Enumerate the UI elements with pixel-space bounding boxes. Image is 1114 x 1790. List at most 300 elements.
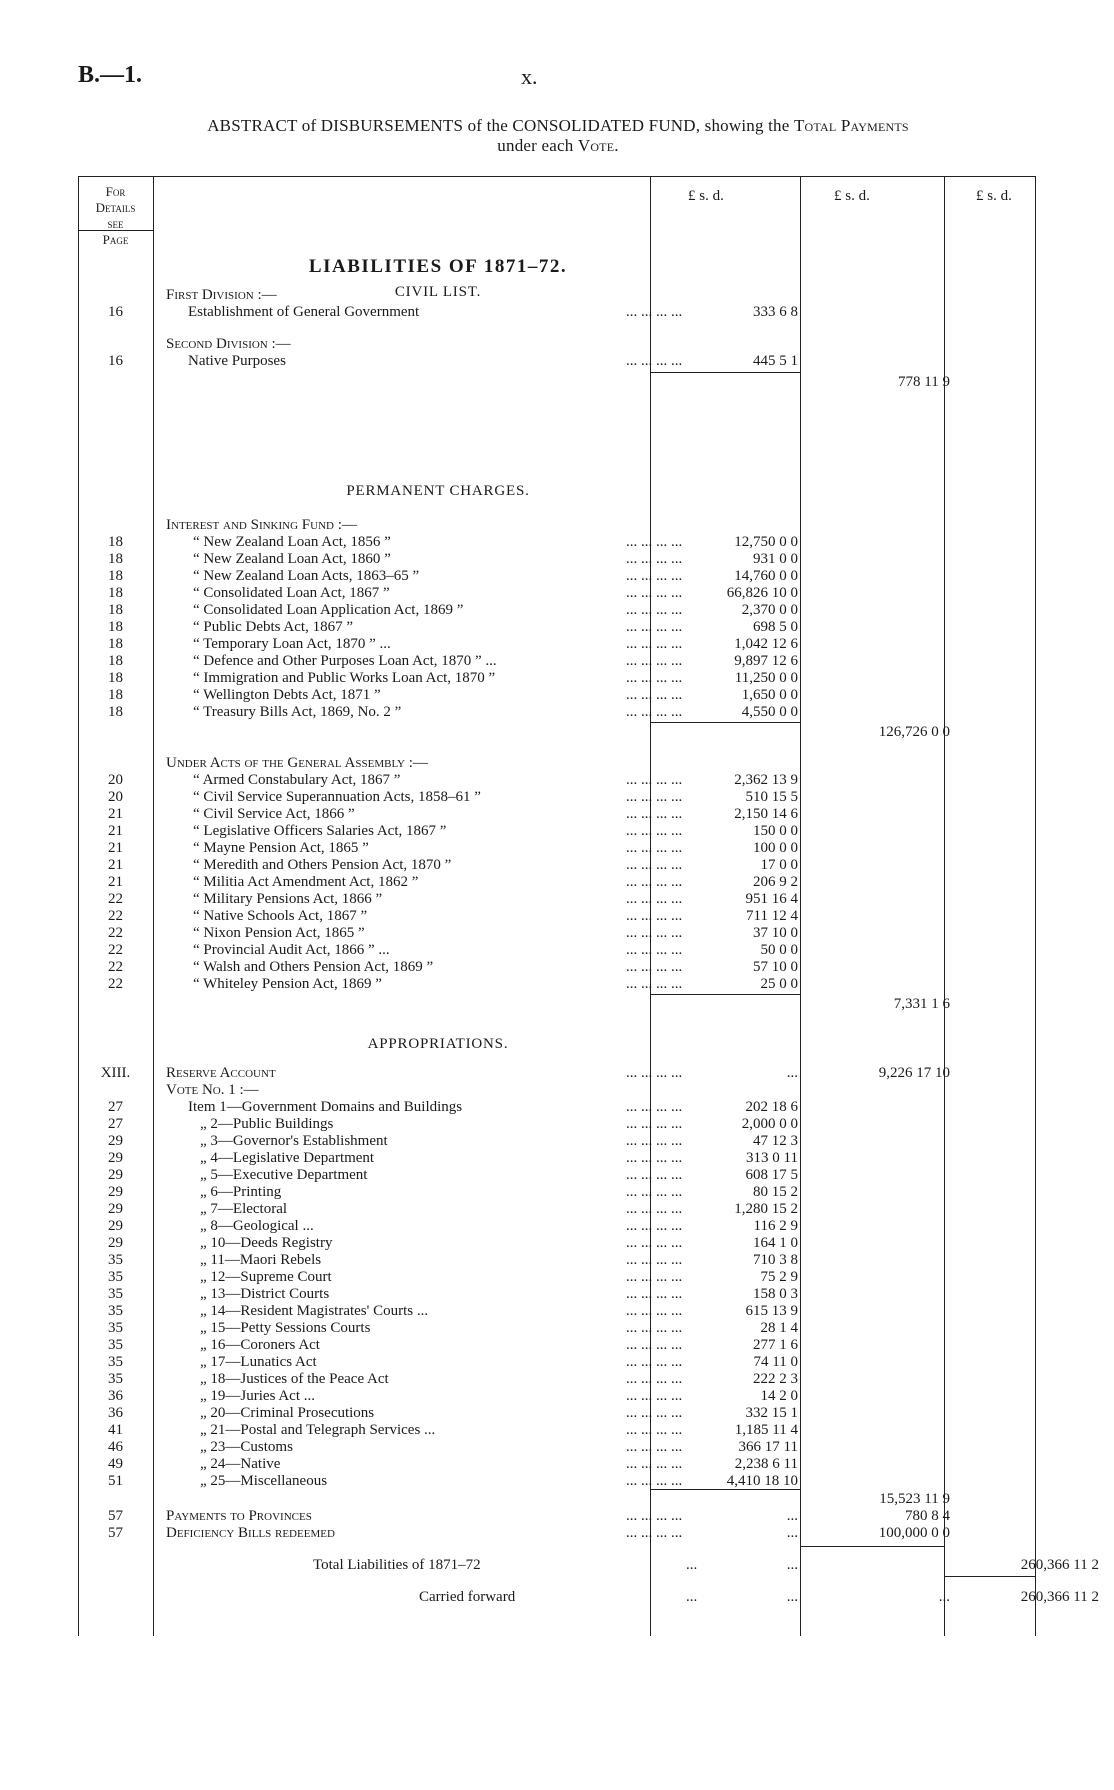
amount-col-1: 47 12 3 (753, 1133, 798, 1149)
leader-dots: ... ... ... ... (626, 568, 683, 584)
row-label: Establishment of General Government (188, 304, 420, 320)
page-ref: 35 (108, 1337, 123, 1353)
table-row (78, 959, 1036, 976)
amount-col-1: ... (786, 1065, 798, 1081)
amount-col-1: 445 5 1 (753, 353, 798, 369)
amount-col-1: 206 9 2 (753, 874, 798, 890)
row-label: „ 10—Deeds Registry (200, 1235, 333, 1251)
carried-col-2: ... (938, 1589, 950, 1605)
amount-col-1: 711 12 4 (746, 908, 798, 924)
leader-dots: ... ... ... ... (626, 1269, 683, 1285)
leader-dots: ... ... ... ... (626, 1456, 683, 1472)
row-label: “ Nixon Pension Act, 1865 ” (193, 925, 365, 941)
leader-dots: ... ... ... ... (626, 653, 683, 669)
table-row (78, 1099, 1036, 1116)
carried-row (78, 1589, 1099, 1606)
table-row (78, 568, 1036, 585)
table-row (78, 1303, 1036, 1320)
table-row (78, 1133, 1036, 1150)
table-row (78, 353, 1036, 370)
leader-dots: ... ... ... ... (626, 806, 683, 822)
amount-col-1: ... (786, 1525, 798, 1541)
row-label: „ 5—Executive Department (200, 1167, 368, 1183)
amount-col-1: 2,150 14 6 (734, 806, 798, 822)
amount-col-1: 1,280 15 2 (734, 1201, 798, 1217)
acts-total: 7,331 1 6 (893, 996, 950, 1012)
leader-dots: ... ... ... ... (626, 1405, 683, 1421)
leader-dots: ... ... ... ... (626, 1303, 683, 1319)
amount-col-1: 277 1 6 (753, 1337, 798, 1353)
table-row (78, 687, 1036, 704)
page-ref: 18 (108, 636, 123, 652)
amount-col-1: 158 0 3 (753, 1286, 798, 1302)
table-row (78, 1065, 1036, 1082)
row-label: „ 4—Legislative Department (200, 1150, 375, 1166)
leader-dots: ... ... ... ... (626, 1167, 683, 1183)
row-label: „ 19—Juries Act ... (200, 1388, 315, 1404)
page-ref: 35 (108, 1371, 123, 1387)
table-row (78, 1371, 1036, 1388)
for-details-line: see (107, 216, 124, 231)
page-ref: 35 (108, 1303, 123, 1319)
table-row (78, 891, 1036, 908)
amount-col-1: 74 11 0 (753, 1354, 798, 1370)
page-ref: 35 (108, 1354, 123, 1370)
row-label: “ Consolidated Loan Application Act, 1869 ” (193, 602, 464, 618)
table-row (78, 925, 1036, 942)
amount-col-1: 698 5 0 (753, 619, 798, 635)
table-row (78, 1252, 1036, 1269)
table-row (78, 1082, 1036, 1099)
amount-col-1: 37 10 0 (753, 925, 798, 941)
row-label: „ 8—Geological ... (200, 1218, 314, 1234)
amount-col-1: 710 3 8 (753, 1252, 798, 1268)
leader-dots: ... (686, 1589, 698, 1605)
rule-line (650, 372, 800, 373)
page-number: x. (521, 64, 538, 89)
table-row (78, 1286, 1036, 1303)
row-heading: Vote No. 1 :— (166, 1082, 259, 1098)
row-label: Deficiency Bills redeemed (166, 1525, 335, 1541)
title-total-payments: Total Payments (793, 116, 909, 135)
page-ref: 29 (108, 1167, 123, 1183)
page-ref: 21 (108, 806, 123, 822)
amount-col-1: 615 13 9 (745, 1303, 798, 1319)
table-row (78, 670, 1036, 687)
row-label: “ Armed Constabulary Act, 1867 ” (193, 772, 401, 788)
amount-col-1: 931 0 0 (753, 551, 798, 567)
page-ref: 22 (108, 908, 123, 924)
row-label: “ Whiteley Pension Act, 1869 ” (193, 976, 382, 992)
page-ref: 57 (108, 1508, 123, 1524)
row-label: “ Consolidated Loan Act, 1867 ” (193, 585, 390, 601)
leader-dots: ... ... ... ... (626, 874, 683, 890)
table-row (78, 336, 1036, 353)
column-3-header: £ s. d. (976, 188, 1012, 204)
leader-dots: ... ... ... ... (626, 585, 683, 601)
row-label: Native Purposes (188, 353, 286, 369)
amount-col-1: 202 18 6 (745, 1099, 798, 1115)
amount-col-1: 100 0 0 (753, 840, 798, 856)
table-row (78, 1491, 1036, 1508)
row-label: “ New Zealand Loan Acts, 1863–65 ” (193, 568, 420, 584)
table-row (78, 1473, 1036, 1490)
leader-dots: ... ... ... ... (626, 1218, 683, 1234)
leader-dots: ... ... ... ... (626, 1150, 683, 1166)
row-label: Payments to Provinces (166, 1508, 312, 1524)
amount-col-1: 9,897 12 6 (734, 653, 798, 669)
table-row (78, 1201, 1036, 1218)
appropriations-heading: APPROPRIATIONS. (367, 1036, 509, 1052)
page-ref: 36 (108, 1388, 123, 1404)
page-ref: 22 (108, 891, 123, 907)
for-details-line: Details (95, 200, 136, 215)
page-ref: 35 (108, 1269, 123, 1285)
carried-col-3: 260,366 11 2 (1020, 1589, 1099, 1605)
row-label: „ 6—Printing (200, 1184, 282, 1200)
leader-dots: ... ... ... ... (626, 704, 683, 720)
table-row (78, 1456, 1036, 1473)
leader-dots: ... ... ... ... (626, 1388, 683, 1404)
row-label: „ 12—Supreme Court (200, 1269, 332, 1285)
page-ref: 16 (108, 353, 123, 369)
amount-col-1: 951 16 4 (745, 891, 798, 907)
table-row (78, 704, 1036, 721)
table-row (78, 823, 1036, 840)
leader-dots: ... ... ... ... (626, 840, 683, 856)
column-1-header: £ s. d. (688, 188, 724, 204)
row-heading: First Division :— (166, 287, 277, 303)
page-ref: 36 (108, 1405, 123, 1421)
leader-dots: ... ... ... ... (626, 1354, 683, 1370)
column-2-header: £ s. d. (834, 188, 870, 204)
table-row (78, 1525, 1036, 1542)
amount-col-1: 25 0 0 (760, 976, 798, 992)
total-col-3: 260,366 11 2 (1020, 1557, 1099, 1573)
table-row (78, 874, 1036, 891)
table-row (78, 1388, 1036, 1405)
page-ref: 18 (108, 568, 123, 584)
amount-col-1: 1,650 0 0 (741, 687, 798, 703)
total-label: Total Liabilities of 1871–72 (313, 1557, 481, 1573)
row-heading: Interest and Sinking Fund :— (166, 517, 357, 533)
page-ref: 18 (108, 602, 123, 618)
page-ref: 51 (108, 1473, 123, 1489)
amount-col-1: 2,238 6 11 (734, 1456, 798, 1472)
table-row (78, 1405, 1036, 1422)
leader-dots: ... ... ... ... (626, 789, 683, 805)
page-ref: 35 (108, 1286, 123, 1302)
table-row (78, 1218, 1036, 1235)
page-ref: 22 (108, 959, 123, 975)
table-row (78, 1269, 1036, 1286)
table-row (78, 755, 1036, 772)
leader-dots: ... ... ... ... (626, 602, 683, 618)
page-ref: 20 (108, 772, 123, 788)
carried-col-1: ... (786, 1589, 798, 1605)
leader-dots: ... ... ... ... (626, 1235, 683, 1251)
document-title (78, 116, 1038, 156)
table-row (78, 772, 1036, 789)
page-ref: 18 (108, 687, 123, 703)
table-row (78, 724, 1036, 741)
for-details-header (78, 184, 153, 248)
amount-col-2: 780 8 4 (905, 1508, 950, 1524)
amount-col-1: 2,370 0 0 (741, 602, 798, 618)
page-ref: 29 (108, 1150, 123, 1166)
row-label: „ 3—Governor's Establishment (200, 1133, 388, 1149)
leader-dots: ... ... ... ... (626, 1473, 683, 1489)
disbursements-table (78, 176, 1099, 1636)
leader-dots: ... ... ... ... (626, 687, 683, 703)
rule-line (800, 1546, 944, 1547)
amount-col-1: 366 17 11 (738, 1439, 798, 1455)
page-ref: 27 (108, 1116, 123, 1132)
leader-dots: ... ... ... ... (626, 1422, 683, 1438)
row-label: “ Provincial Audit Act, 1866 ” ... (193, 942, 390, 958)
table-row (78, 304, 1036, 321)
page-ref: 21 (108, 840, 123, 856)
table-row (78, 1337, 1036, 1354)
leader-dots: ... ... ... ... (626, 353, 683, 369)
table-row (78, 996, 1036, 1013)
page-ref: 16 (108, 304, 123, 320)
leader-dots: ... ... ... ... (626, 1184, 683, 1200)
leader-dots: ... ... ... ... (626, 1320, 683, 1336)
leader-dots: ... ... ... ... (626, 1099, 683, 1115)
page-ref: 22 (108, 976, 123, 992)
page-ref: 27 (108, 1099, 123, 1115)
page-ref: 35 (108, 1320, 123, 1336)
page-ref: 18 (108, 585, 123, 601)
for-details-line: For (105, 184, 126, 199)
row-label: „ 16—Coroners Act (200, 1337, 320, 1353)
row-label: “ Civil Service Act, 1866 ” (193, 806, 355, 822)
page-ref: 18 (108, 653, 123, 669)
amount-col-1: 80 15 2 (753, 1184, 798, 1200)
page-ref: 29 (108, 1133, 123, 1149)
permanent-charges-heading: PERMANENT CHARGES. (346, 483, 530, 499)
table-row (78, 374, 1036, 391)
row-label: “ Defence and Other Purposes Loan Act, 1870 ” ... (193, 653, 497, 669)
table-row (78, 653, 1036, 670)
row-label: “ New Zealand Loan Act, 1860 ” (193, 551, 391, 567)
page-ref: 41 (108, 1422, 123, 1438)
page-ref: 21 (108, 857, 123, 873)
carried-label: Carried forward (419, 1589, 516, 1605)
row-label: “ Mayne Pension Act, 1865 ” (193, 840, 369, 856)
leader-dots: ... ... ... ... (626, 823, 683, 839)
page-ref: 18 (108, 619, 123, 635)
table-row (78, 1167, 1036, 1184)
page-ref: 21 (108, 874, 123, 890)
leader-dots: ... ... ... ... (626, 551, 683, 567)
row-label: „ 2—Public Buildings (200, 1116, 334, 1132)
page-ref: 29 (108, 1218, 123, 1234)
amount-col-1: 75 2 9 (760, 1269, 798, 1285)
row-label: “ New Zealand Loan Act, 1856 ” (193, 534, 391, 550)
amount-col-2: 100,000 0 0 (878, 1525, 950, 1541)
amount-col-1: 313 0 11 (746, 1150, 798, 1166)
page-ref: 20 (108, 789, 123, 805)
table-row (78, 1116, 1036, 1133)
page-ref: 29 (108, 1235, 123, 1251)
row-label: “ Public Debts Act, 1867 ” (193, 619, 353, 635)
amount-col-1: 116 2 9 (753, 1218, 798, 1234)
row-label: “ Walsh and Others Pension Act, 1869 ” (193, 959, 434, 975)
table-row (78, 1422, 1036, 1439)
page-ref: 18 (108, 551, 123, 567)
table-row (78, 806, 1036, 823)
table-row (78, 1439, 1036, 1456)
total-col-1: ... (786, 1557, 798, 1573)
civil-list-heading: CIVIL LIST. (394, 284, 482, 300)
row-label: Reserve Account (166, 1065, 276, 1081)
row-label: “ Native Schools Act, 1867 ” (193, 908, 368, 924)
leader-dots: ... ... ... ... (626, 925, 683, 941)
table-row (78, 1320, 1036, 1337)
title-line-1: ABSTRACT of DISBURSEMENTS of the CONSOLIDATED FUND, showing the (207, 116, 790, 135)
amount-col-1: 332 15 1 (745, 1405, 798, 1421)
table-top-rule (78, 176, 1036, 177)
rule-line (650, 1489, 800, 1490)
leader-dots: ... ... ... ... (626, 1201, 683, 1217)
civil-list-total: 778 11 9 (898, 374, 950, 390)
amount-col-1: 2,000 0 0 (741, 1116, 798, 1132)
page-ref: XIII. (100, 1065, 131, 1081)
row-label: „ 15—Petty Sessions Courts (200, 1320, 371, 1336)
table-row (78, 1184, 1036, 1201)
row-label: “ Civil Service Superannuation Acts, 1858–61 ” (193, 789, 481, 805)
table-row (78, 840, 1036, 857)
table-row (78, 976, 1036, 993)
leader-dots: ... ... ... ... (626, 942, 683, 958)
row-label: “ Legislative Officers Salaries Act, 1867 ” (193, 823, 447, 839)
page-ref: 49 (108, 1456, 123, 1472)
page-ref: 22 (108, 942, 123, 958)
table-row (78, 585, 1036, 602)
rule-line (650, 722, 800, 723)
table-row (78, 789, 1036, 806)
title-line-2: under each (497, 136, 574, 155)
table-row (78, 1235, 1036, 1252)
row-label: Item 1—Government Domains and Buildings (188, 1099, 463, 1115)
table-row (78, 551, 1036, 568)
leader-dots: ... ... ... ... (626, 1286, 683, 1302)
leader-dots: ... ... ... ... (626, 1252, 683, 1268)
page-ref: 46 (108, 1439, 123, 1455)
row-label: “ Treasury Bills Act, 1869, No. 2 ” (193, 704, 402, 720)
amount-col-1: 1,185 11 4 (734, 1422, 798, 1438)
row-label: „ 25—Miscellaneous (200, 1473, 328, 1489)
title-vote: Vote. (577, 136, 619, 155)
amount-col-1: 4,410 18 10 (726, 1473, 798, 1489)
amount-col-1: 12,750 0 0 (734, 534, 798, 550)
row-label: „ 11—Maori Rebels (200, 1252, 322, 1268)
row-label: “ Military Pensions Act, 1866 ” (193, 891, 383, 907)
amount-col-1: 14,760 0 0 (734, 568, 798, 584)
table-row (78, 857, 1036, 874)
rule-line (650, 994, 800, 995)
page-ref: 29 (108, 1184, 123, 1200)
leader-dots: ... ... ... ... (626, 619, 683, 635)
page-ref: 18 (108, 704, 123, 720)
leader-dots: ... ... ... ... (626, 1439, 683, 1455)
leader-dots: ... ... ... ... (626, 857, 683, 873)
leader-dots: ... ... ... ... (626, 1133, 683, 1149)
row-label: „ 21—Postal and Telegraph Services ... (200, 1422, 436, 1438)
amount-col-1: 608 17 5 (745, 1167, 798, 1183)
row-label: „ 7—Electoral (200, 1201, 288, 1217)
row-label: “ Wellington Debts Act, 1871 ” (193, 687, 381, 703)
leader-dots: ... ... ... ... (626, 908, 683, 924)
amount-col-1: 222 2 3 (753, 1371, 798, 1387)
leader-dots: ... ... ... ... (626, 534, 683, 550)
leader-dots: ... ... ... ... (626, 1371, 683, 1387)
table-row (78, 602, 1036, 619)
amount-col-1: 4,550 0 0 (741, 704, 798, 720)
table-row (78, 619, 1036, 636)
amount-col-2: 9,226 17 10 (878, 1065, 950, 1081)
row-label: „ 24—Native (200, 1456, 281, 1472)
liabilities-heading: LIABILITIES OF 1871–72. (308, 256, 568, 277)
amount-col-1: 57 10 0 (753, 959, 798, 975)
amount-col-1: 14 2 0 (760, 1388, 798, 1404)
amount-col-1: 50 0 0 (760, 942, 798, 958)
for-details-line: Page (102, 232, 129, 247)
total-row (78, 1557, 1099, 1574)
leader-dots: ... ... ... ... (626, 636, 683, 652)
document-code: B.—1. (78, 62, 143, 88)
amount-col-1: ... (786, 1508, 798, 1524)
amount-col-1: 11,250 0 0 (734, 670, 798, 686)
page-ref: 18 (108, 670, 123, 686)
leader-dots: ... ... ... ... (626, 1065, 683, 1081)
amount-col-1: 2,362 13 9 (734, 772, 798, 788)
page-ref: 57 (108, 1525, 123, 1541)
table-row (78, 534, 1036, 551)
table-row (78, 517, 1036, 534)
row-label: „ 23—Customs (200, 1439, 293, 1455)
leader-dots: ... ... ... ... (626, 670, 683, 686)
leader-dots: ... ... ... ... (626, 976, 683, 992)
amount-col-1: 66,826 10 0 (726, 585, 798, 601)
leader-dots: ... ... ... ... (626, 1525, 683, 1541)
table-row (78, 636, 1036, 653)
leader-dots: ... (686, 1557, 698, 1573)
leader-dots: ... ... ... ... (626, 1337, 683, 1353)
table-row (78, 942, 1036, 959)
row-label: „ 20—Criminal Prosecutions (200, 1405, 375, 1421)
amount-col-1: 1,042 12 6 (734, 636, 798, 652)
page-ref: 22 (108, 925, 123, 941)
leader-dots: ... ... ... ... (626, 304, 683, 320)
table-row (78, 287, 1036, 304)
table-row (78, 1354, 1036, 1371)
row-label: “ Militia Act Amendment Act, 1862 ” (193, 874, 419, 890)
vote-total: 15,523 11 9 (879, 1491, 950, 1507)
row-label: “ Immigration and Public Works Loan Act, 1870 ” (193, 670, 496, 686)
table-row (78, 908, 1036, 925)
row-label: „ 13—District Courts (200, 1286, 330, 1302)
page-ref: 21 (108, 823, 123, 839)
page-ref: 18 (108, 534, 123, 550)
page-ref: 29 (108, 1201, 123, 1217)
page-ref: 35 (108, 1252, 123, 1268)
amount-col-1: 510 15 5 (745, 789, 798, 805)
table-row (78, 1508, 1036, 1525)
row-label: „ 17—Lunatics Act (200, 1354, 317, 1370)
